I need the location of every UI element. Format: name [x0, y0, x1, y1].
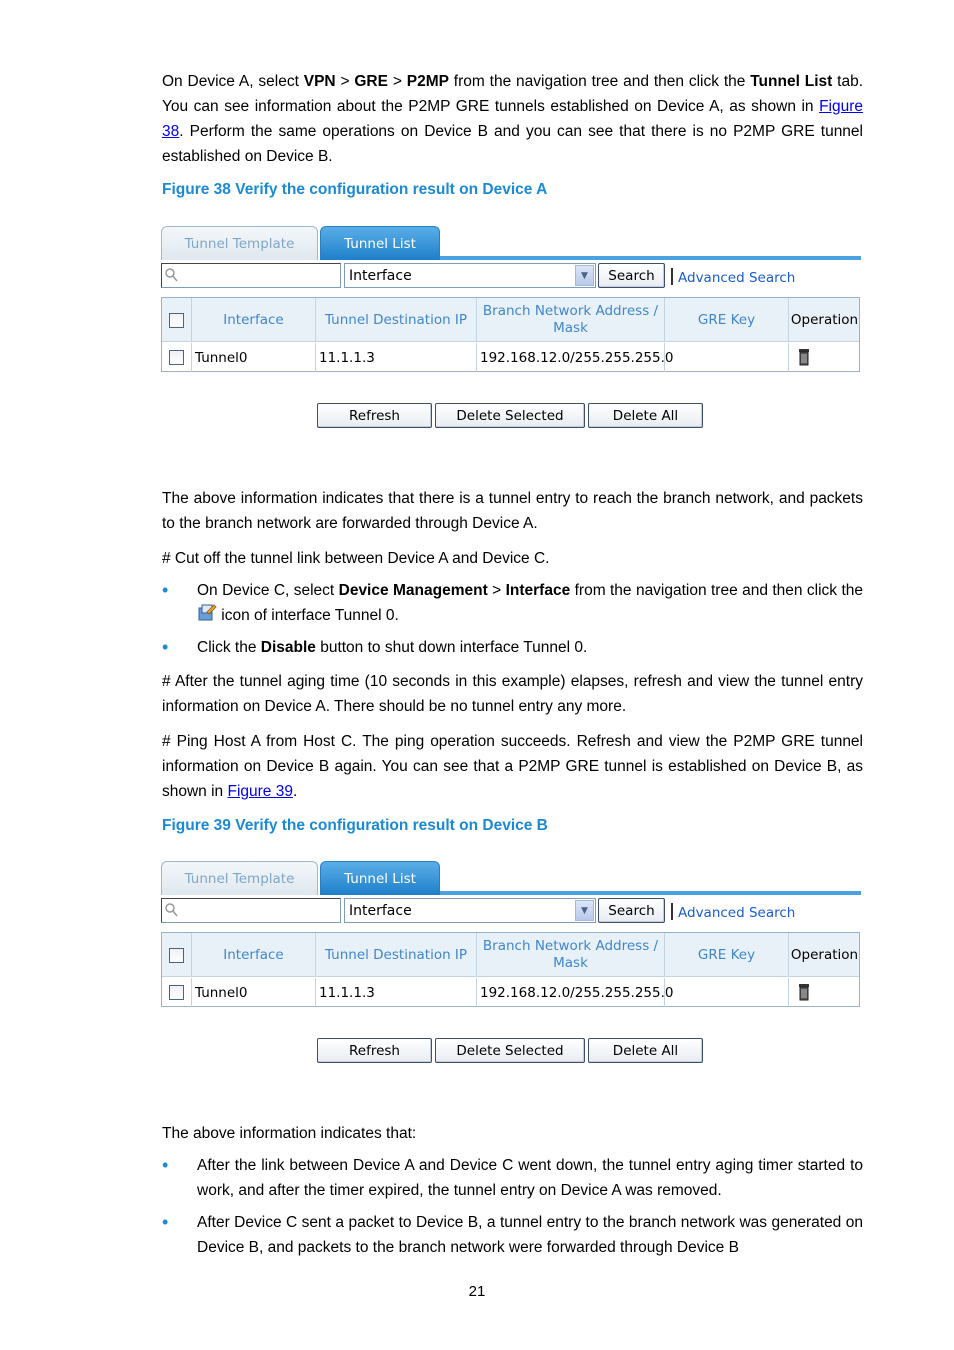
- chevron-down-icon[interactable]: ▼: [575, 900, 594, 921]
- paragraph-5: # Ping Host A from Host C. The ping operation succeeds. Refresh and view the P2MP GRE tunnel information on Device B again. You can see that a P2MP GRE tunnel is established on Device B, as shown in Figure 39.: [162, 733, 863, 800]
- column-header-branch[interactable]: Branch Network Address / Mask: [477, 933, 665, 977]
- bullet-2: Click the Disable button to shut down interface Tunnel 0.: [197, 639, 588, 656]
- select-value: Interface: [349, 268, 412, 284]
- figure-38-screenshot: [161, 226, 861, 432]
- column-header-gre-key[interactable]: GRE Key: [665, 933, 789, 977]
- tab-tunnel-template[interactable]: Tunnel Template: [161, 226, 318, 260]
- separator: [671, 268, 673, 285]
- select-all-cell: [162, 298, 192, 342]
- tab-underline: [440, 256, 861, 260]
- column-header-dest-ip[interactable]: Tunnel Destination IP: [316, 933, 477, 977]
- figure-38-link[interactable]: Figure 38: [162, 98, 863, 140]
- search-field[interactable]: [161, 898, 341, 923]
- select-value: Interface: [349, 903, 412, 919]
- search-input[interactable]: [180, 266, 338, 286]
- search-field[interactable]: [161, 263, 341, 288]
- cell-branch: 192.168.12.0/255.255.255.0: [477, 343, 665, 372]
- delete-all-button[interactable]: Delete All: [588, 403, 703, 428]
- bullet-4: After Device C sent a packet to Device B, a tunnel entry to the branch network was generated on Device B, and packets to the branch network were forwarded through Device B: [197, 1214, 863, 1256]
- column-header-dest-ip[interactable]: Tunnel Destination IP: [316, 298, 477, 342]
- search-button[interactable]: Search: [598, 263, 665, 288]
- tab-underline: [440, 891, 861, 895]
- paragraph-3: # Cut off the tunnel link between Device A and Device C.: [162, 550, 550, 567]
- delete-selected-button[interactable]: Delete Selected: [435, 403, 585, 428]
- edit-interface-icon: [197, 603, 217, 623]
- figure-38-caption: Figure 38 Verify the configuration result on Device A: [162, 181, 548, 198]
- column-header-interface[interactable]: Interface: [192, 933, 316, 977]
- refresh-button[interactable]: Refresh: [317, 1038, 432, 1063]
- column-header-operation: Operation: [790, 946, 859, 963]
- column-header-branch[interactable]: Branch Network Address / Mask: [477, 298, 665, 342]
- advanced-search-link[interactable]: Advanced Search: [678, 905, 796, 921]
- select-all-checkbox[interactable]: [169, 948, 184, 963]
- tab-tunnel-list[interactable]: Tunnel List: [320, 861, 440, 895]
- row-checkbox[interactable]: [169, 985, 184, 1000]
- bullet-1: On Device C, select Device Management > Interface from the navigation tree and then click the icon of interface Tunnel 0.: [197, 582, 863, 624]
- column-header-interface[interactable]: Interface: [192, 298, 316, 342]
- cell-gre-key: [665, 978, 789, 1007]
- chevron-down-icon[interactable]: ▼: [575, 265, 594, 286]
- paragraph-2: The above information indicates that there is a tunnel entry to reach the branch network, and packets to the branch network are forwarded through Device A.: [162, 490, 863, 532]
- cell-interface: Tunnel0: [192, 343, 316, 372]
- figure-39-caption: Figure 39 Verify the configuration result on Device B: [162, 817, 548, 834]
- bullet-marker: •: [162, 580, 169, 600]
- search-input[interactable]: [180, 901, 338, 921]
- trash-icon[interactable]: [798, 349, 810, 366]
- cell-branch: 192.168.12.0/255.255.255.0: [477, 978, 665, 1007]
- cell-dest-ip: 11.1.1.3: [316, 978, 477, 1007]
- separator: [671, 903, 673, 920]
- paragraph-6: The above information indicates that:: [162, 1125, 417, 1142]
- cell-interface: Tunnel0: [192, 978, 316, 1007]
- tab-tunnel-list[interactable]: Tunnel List: [320, 226, 440, 260]
- search-icon: [164, 267, 178, 283]
- table-row: [162, 343, 192, 372]
- delete-selected-button[interactable]: Delete Selected: [435, 1038, 585, 1063]
- bullet-marker: •: [162, 637, 169, 657]
- cell-operation: [789, 343, 860, 372]
- refresh-button[interactable]: Refresh: [317, 403, 432, 428]
- select-all-cell: [162, 933, 192, 977]
- select-all-checkbox[interactable]: [169, 313, 184, 328]
- bullet-3: After the link between Device A and Device C went down, the tunnel entry aging timer started to work, and after the timer expired, the tunnel entry on Device A was removed.: [197, 1157, 863, 1199]
- bullet-marker: •: [162, 1155, 169, 1175]
- table-row: [162, 978, 192, 1007]
- bullet-marker: •: [162, 1212, 169, 1232]
- tab-tunnel-template[interactable]: Tunnel Template: [161, 861, 318, 895]
- column-header-operation: Operation: [790, 311, 859, 328]
- tunnel-table: [161, 297, 860, 372]
- advanced-search-link[interactable]: Advanced Search: [678, 270, 796, 286]
- search-button[interactable]: Search: [598, 898, 665, 923]
- cell-gre-key: [665, 343, 789, 372]
- row-checkbox[interactable]: [169, 350, 184, 365]
- search-field-select[interactable]: [344, 898, 596, 923]
- page-number: 21: [468, 1283, 486, 1300]
- figure-39-screenshot: [161, 861, 861, 1067]
- figure-39-link[interactable]: Figure 39: [227, 783, 293, 800]
- search-icon: [164, 902, 178, 918]
- paragraph-4: # After the tunnel aging time (10 seconds in this example) elapses, refresh and view the tunnel entry information on Device A. There should be no tunnel entry any more.: [162, 673, 863, 715]
- search-field-select[interactable]: [344, 263, 596, 288]
- intro-paragraph: On Device A, select VPN > GRE > P2MP from the navigation tree and then click the Tunnel List tab. You can see information about the P2MP GRE tunnels established on Device A, as shown in Figure 38. Perform the same operations on Device B and you can see that there is no P2MP GRE tunnel established on Device B.: [162, 73, 863, 165]
- tunnel-table: [161, 932, 860, 1007]
- column-header-gre-key[interactable]: GRE Key: [665, 298, 789, 342]
- trash-icon[interactable]: [798, 984, 810, 1001]
- cell-operation: [789, 978, 860, 1007]
- delete-all-button[interactable]: Delete All: [588, 1038, 703, 1063]
- cell-dest-ip: 11.1.1.3: [316, 343, 477, 372]
